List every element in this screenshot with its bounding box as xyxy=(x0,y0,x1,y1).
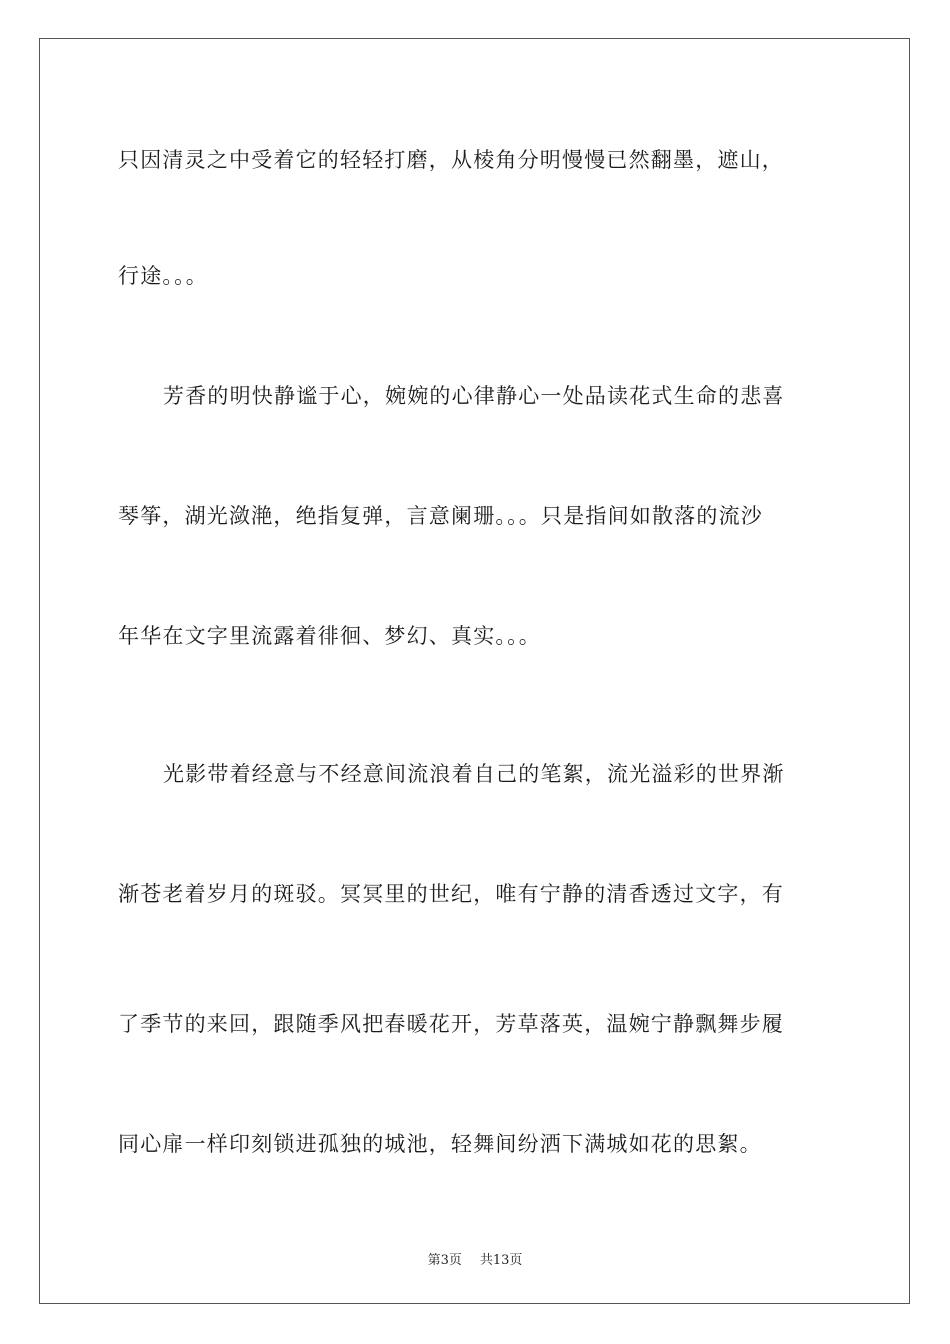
page-frame xyxy=(39,38,910,1304)
page-number: 第3页 xyxy=(427,1253,462,1268)
text-line-4: 琴筝，湖光潋滟，绝指复弹，言意阑珊。。。只是指间如散落的流沙 xyxy=(118,504,763,528)
text-line-8: 了季节的来回，跟随季风把春暖花开，芳草落英，温婉宁静飘舞步履 xyxy=(118,1012,784,1036)
text-line-1: 只因清灵之中受着它的轻轻打磨，从棱角分明慢慢已然翻墨，遮山， xyxy=(118,148,784,172)
text-line-9: 同心扉一样印刻锁进孤独的城池，轻舞间纷洒下满城如花的思絮。 xyxy=(118,1132,762,1156)
text-line-2: 行途。。。 xyxy=(118,264,208,288)
text-line-7: 渐苍老着岁月的斑驳。冥冥里的世纪，唯有宁静的清香透过文字，有 xyxy=(118,882,784,906)
text-line-5: 年华在文字里流露着徘徊、梦幻、真实。。。 xyxy=(118,624,541,648)
page-footer xyxy=(0,1249,950,1268)
text-line-3: 芳香的明快静谧于心，婉婉的心律静心一处品读花式生命的悲喜 xyxy=(163,384,785,408)
page-total: 共13页 xyxy=(479,1253,523,1268)
text-line-6: 光影带着经意与不经意间流浪着自己的笔絮，流光溢彩的世界渐 xyxy=(163,762,785,786)
